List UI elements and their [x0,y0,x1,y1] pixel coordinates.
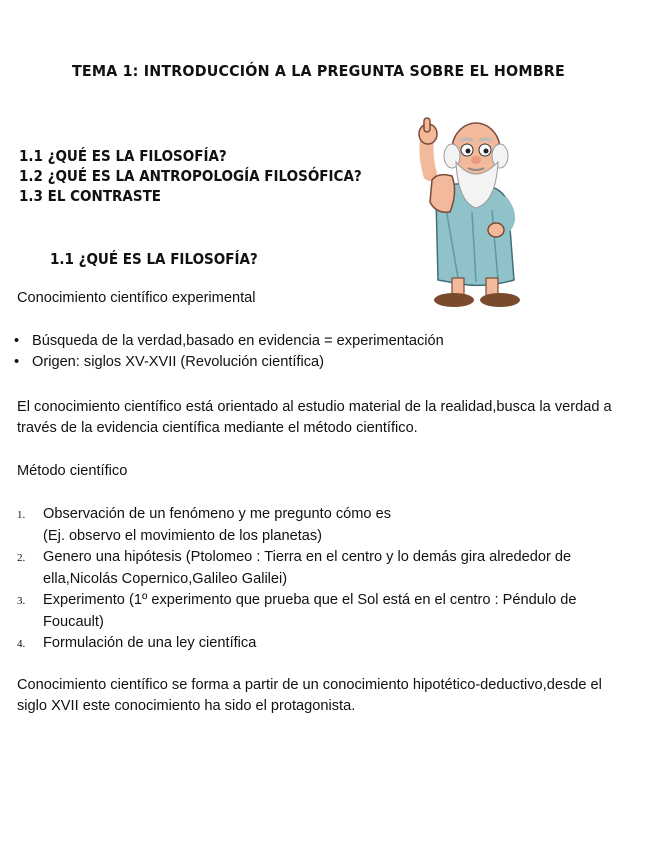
step-text-detail: (Ej. observo el movimiento de los planetas) [43,527,323,544]
list-item [17,633,627,656]
philosopher-illustration [402,112,534,316]
toc-item: 1.3 EL CONTRASTE [19,187,162,205]
step-text: Formulación de una ley científica [43,635,257,651]
step-text: Experimento (1º experimento que prueba que el Sol está en el centro : Péndulo de Foucault) [43,592,577,630]
page-title: TEMA 1: INTRODUCCIÓN A LA PREGUNTA SOBRE EL HOMBRE [72,62,565,80]
list-item [14,352,444,373]
list-item [17,590,627,633]
step-number: 3. [17,595,26,607]
table-of-contents [19,146,362,206]
step-number: 1. [17,509,26,521]
paragraph-intro: Conocimiento científico experimental [17,290,256,306]
step-number: 4. [17,638,26,650]
paragraph-definition: El conocimiento científico está orientado al estudio material de la realidad,busca la verdad a través de la evidencia científica mediante el método científico. [17,399,612,436]
list-item [17,504,627,547]
step-text: Observación de un fenómeno y me pregunto cómo es [43,506,392,522]
list-item [14,331,444,352]
section-heading: 1.1 ¿QUÉ ES LA FILOSOFÍA? [50,250,258,268]
bullet-list [14,331,444,373]
toc-item: 1.1 ¿QUÉ ES LA FILOSOFÍA? [19,147,227,165]
method-steps-list [17,504,627,656]
step-number: 2. [17,552,26,564]
paragraph-method-heading: Método científico [17,463,128,479]
paragraph-conclusion: Conocimiento científico se forma a partir de un conocimiento hipotético-deductivo,desde el siglo XVII este conocimiento ha sido el protagonista. [17,677,602,714]
bullet-mark: • [14,354,20,370]
list-item [17,547,627,590]
toc-item: 1.2 ¿QUÉ ES LA ANTROPOLOGÍA FILOSÓFICA? [19,167,362,185]
bullet-text: Origen: siglos XV-XVII (Revolución científica) [32,354,324,370]
bullet-mark: • [14,333,20,349]
step-text: Genero una hipótesis (Ptolomeo : Tierra en el centro y lo demás gira alrededor de ella,Nicolás Copernico,Galileo Galilei) [43,549,572,587]
bullet-text: Búsqueda de la verdad,basado en evidencia = experimentación [32,333,444,349]
